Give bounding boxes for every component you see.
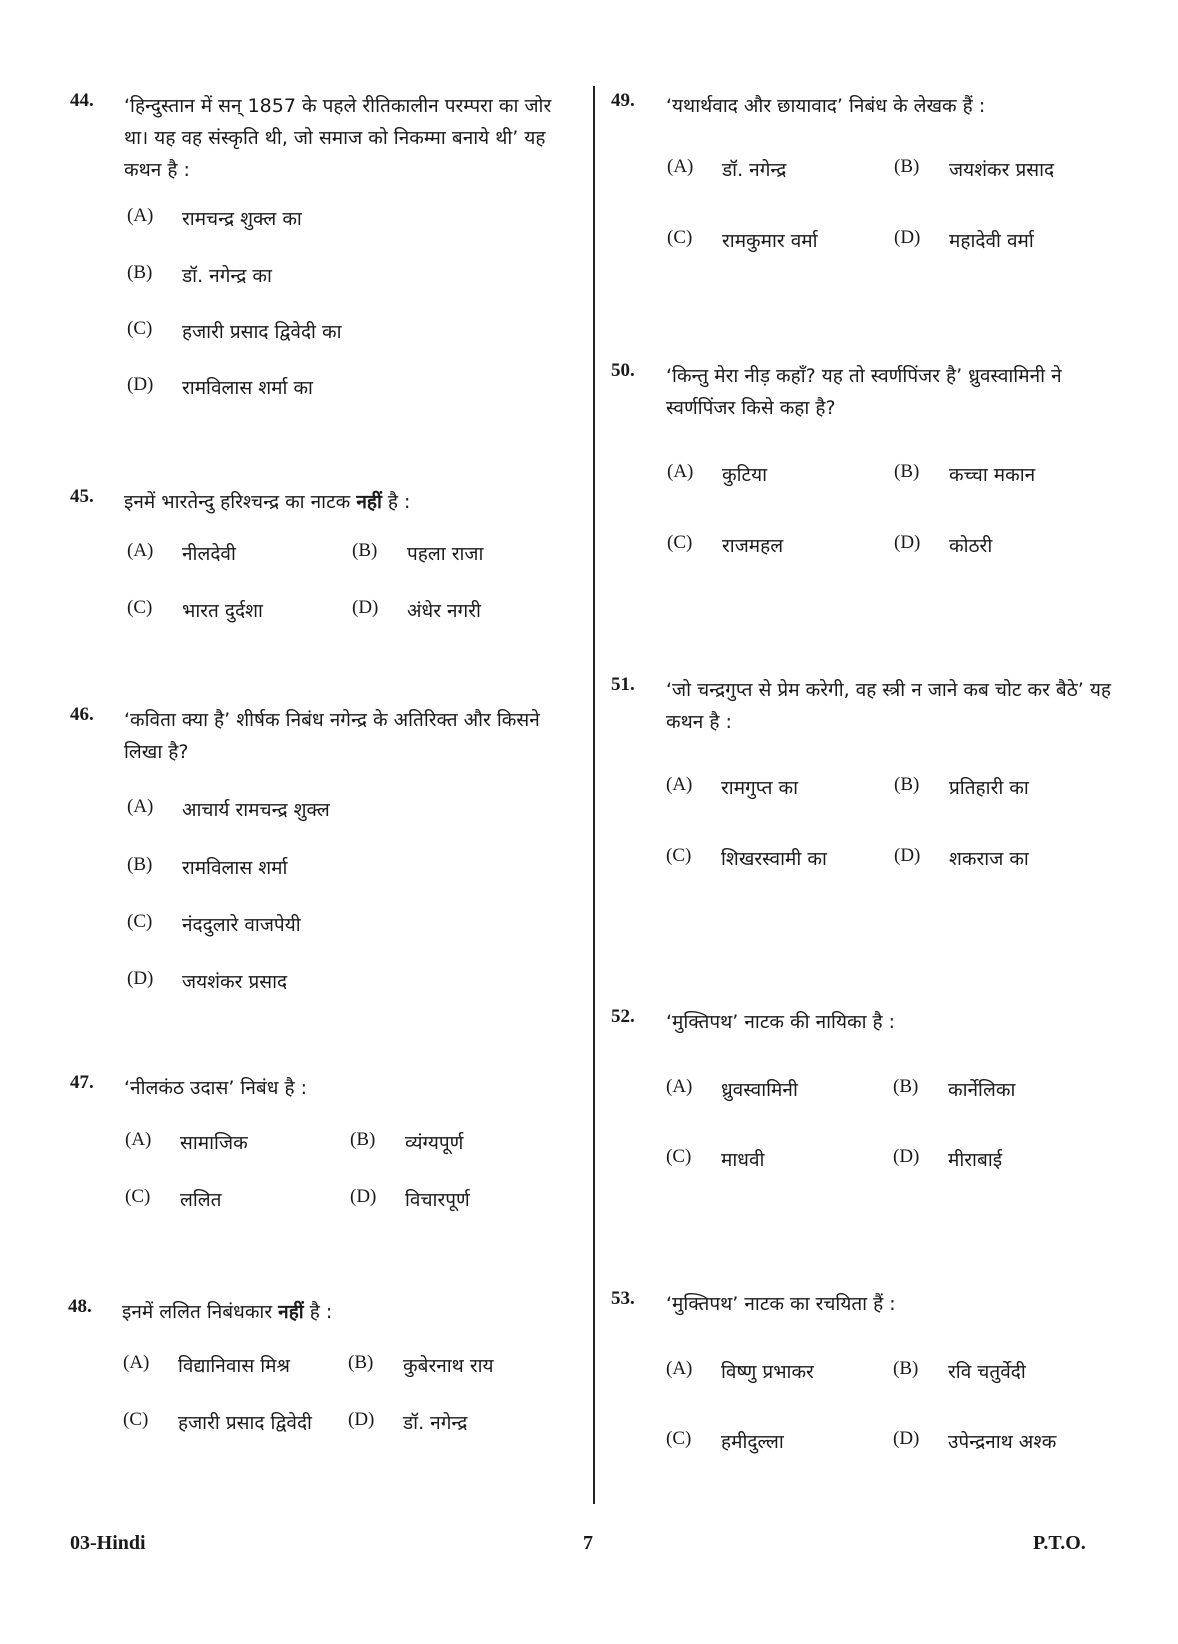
- option-text: उपेन्द्रनाथ अश्क: [948, 1431, 1057, 1453]
- option-label: (B): [894, 156, 920, 177]
- option-label: (B): [352, 540, 378, 561]
- option-text: महादेवी वर्मा: [949, 230, 1034, 252]
- question-number: 49.: [611, 90, 635, 111]
- option-label: (C): [667, 227, 693, 248]
- option-text: नीलदेवी: [182, 543, 236, 565]
- option-text: राजमहल: [722, 535, 784, 557]
- option-label: (D): [127, 374, 154, 395]
- option-label: (A): [666, 1358, 693, 1379]
- option-text: रामचन्द्र शुक्ल का: [182, 208, 302, 230]
- option-label: (B): [894, 461, 920, 482]
- option-label: (A): [666, 1076, 693, 1097]
- question-text: ‘मुक्तिपथ’ नाटक की नायिका है :: [666, 1011, 896, 1033]
- option-text: कोठरी: [949, 535, 993, 557]
- option-label: (A): [127, 205, 154, 226]
- question-text-before: इनमें ललित निबंधकार: [122, 1301, 273, 1323]
- option-label: (B): [893, 1358, 919, 1379]
- footer-page-number: 7: [583, 1532, 593, 1554]
- option-text: डॉ. नगेन्द्र का: [182, 265, 272, 287]
- question-text: [124, 486, 574, 518]
- option-label: (C): [666, 845, 692, 866]
- option-text: रामगुप्त का: [721, 777, 798, 799]
- option-label: (B): [894, 774, 920, 795]
- option-label: (D): [348, 1409, 375, 1430]
- option-text: पहला राजा: [407, 543, 484, 565]
- option-text: रामविलास शर्मा: [182, 857, 288, 879]
- option-label: (B): [127, 854, 153, 875]
- question-text: ‘हिन्दुस्तान में सन् 1857 के पहले रीतिकालीन परम्परा का जोर था। यह वह संस्कृति थी, जो समाज को निकम्मा बनाये थी’ यह कथन है :: [124, 95, 552, 181]
- question-text: ‘किन्तु मेरा नीड़ कहाँ? यह तो स्वर्णपिंजर है’ ध्रुवस्वामिनी ने स्वर्णपिंजर किसे कहा है?: [666, 365, 1062, 419]
- option-label: (A): [127, 796, 154, 817]
- option-text: हमीदुल्ला: [721, 1431, 784, 1453]
- option-text: शिखरस्वामी का: [721, 848, 827, 870]
- option-label: (C): [666, 1146, 692, 1167]
- option-text: कुबेरनाथ राय: [403, 1355, 494, 1377]
- option-text: डॉ. नगेन्द्र: [403, 1412, 468, 1434]
- option-text: रवि चतुर्वेदी: [948, 1361, 1026, 1383]
- option-text: प्रतिहारी का: [949, 777, 1029, 799]
- option-label: (C): [127, 597, 153, 618]
- option-text: विद्यानिवास मिश्र: [178, 1355, 290, 1377]
- option-text: व्यंग्यपूर्ण: [405, 1132, 464, 1154]
- question-number: 45.: [70, 486, 94, 507]
- option-text: ध्रुवस्वामिनी: [721, 1079, 798, 1101]
- option-text: डॉ. नगेन्द्र: [722, 159, 787, 181]
- option-label: (B): [127, 262, 153, 283]
- question-emphasis: नहीं: [356, 491, 382, 513]
- question-number: 44.: [70, 90, 94, 111]
- option-text: अंधेर नगरी: [407, 600, 481, 622]
- option-text: हजारी प्रसाद द्विवेदी: [178, 1412, 312, 1434]
- question-text: [122, 1296, 572, 1328]
- option-label: (D): [893, 1428, 920, 1449]
- question-number: 51.: [611, 674, 635, 695]
- option-label: (A): [125, 1129, 152, 1150]
- option-text: सामाजिक: [180, 1132, 248, 1154]
- option-label: (C): [667, 532, 693, 553]
- question-text-before: इनमें भारतेन्दु हरिश्चन्द्र का नाटक: [124, 491, 351, 513]
- question-number: 50.: [611, 360, 635, 381]
- option-text: विचारपूर्ण: [405, 1189, 470, 1211]
- option-label: (C): [123, 1409, 149, 1430]
- option-text: जयशंकर प्रसाद: [949, 159, 1055, 181]
- option-text: रामकुमार वर्मा: [722, 230, 818, 252]
- option-text: कुटिया: [722, 464, 768, 486]
- question-text: ‘नीलकंठ उदास’ निबंध है :: [124, 1077, 307, 1099]
- option-label: (A): [123, 1352, 150, 1373]
- option-label: (A): [666, 774, 693, 795]
- question-text: ‘जो चन्द्रगुप्त से प्रेम करेगी, वह स्त्री न जाने कब चोट कर बैठे’ यह कथन है :: [666, 679, 1111, 733]
- option-label: (B): [350, 1129, 376, 1150]
- question-number: 48.: [68, 1296, 92, 1317]
- question-emphasis: नहीं: [278, 1301, 304, 1323]
- option-label: (C): [127, 911, 153, 932]
- footer-pto: P.T.O.: [1033, 1532, 1086, 1554]
- option-label: (B): [348, 1352, 374, 1373]
- question-number: 53.: [611, 1288, 635, 1309]
- option-text: माधवी: [721, 1149, 765, 1171]
- option-label: (D): [350, 1186, 377, 1207]
- question-text-after: है :: [309, 1301, 333, 1323]
- option-text: आचार्य रामचन्द्र शुक्ल: [182, 799, 330, 821]
- option-label: (C): [125, 1186, 151, 1207]
- option-text: ललित: [180, 1189, 222, 1211]
- option-text: विष्णु प्रभाकर: [721, 1361, 814, 1383]
- option-label: (C): [666, 1428, 692, 1449]
- option-label: (A): [667, 156, 694, 177]
- footer-paper-code: 03-Hindi: [70, 1532, 146, 1554]
- option-label: (D): [127, 968, 154, 989]
- option-text: जयशंकर प्रसाद: [182, 971, 288, 993]
- option-text: हजारी प्रसाद द्विवेदी का: [182, 321, 342, 343]
- option-label: (A): [127, 540, 154, 561]
- column-divider: [593, 86, 595, 1504]
- question-number: 47.: [70, 1072, 94, 1093]
- option-text: भारत दुर्दशा: [182, 600, 263, 622]
- option-text: कच्चा मकान: [949, 464, 1036, 486]
- question-text: ‘मुक्तिपथ’ नाटक का रचयिता हैं :: [666, 1293, 896, 1315]
- question-number: 52.: [611, 1006, 635, 1027]
- option-label: (D): [894, 227, 921, 248]
- option-label: (D): [894, 845, 921, 866]
- question-text: ‘यथार्थवाद और छायावाद’ निबंध के लेखक हैं :: [666, 95, 986, 117]
- question-text-after: है :: [387, 491, 411, 513]
- option-label: (D): [352, 597, 379, 618]
- option-text: शकराज का: [949, 848, 1029, 870]
- option-label: (D): [893, 1146, 920, 1167]
- question-text: ‘कविता क्या है’ शीर्षक निबंध नगेन्द्र के अतिरिक्त और किसने लिखा है?: [124, 709, 540, 763]
- option-label: (A): [667, 461, 694, 482]
- question-number: 46.: [70, 704, 94, 725]
- option-label: (C): [127, 318, 153, 339]
- option-text: कार्नेलिका: [948, 1079, 1016, 1101]
- option-label: (B): [893, 1076, 919, 1097]
- option-text: मीराबाई: [948, 1149, 1003, 1171]
- option-text: रामविलास शर्मा का: [182, 377, 313, 399]
- option-label: (D): [894, 532, 921, 553]
- option-text: नंददुलारे वाजपेयी: [182, 914, 301, 936]
